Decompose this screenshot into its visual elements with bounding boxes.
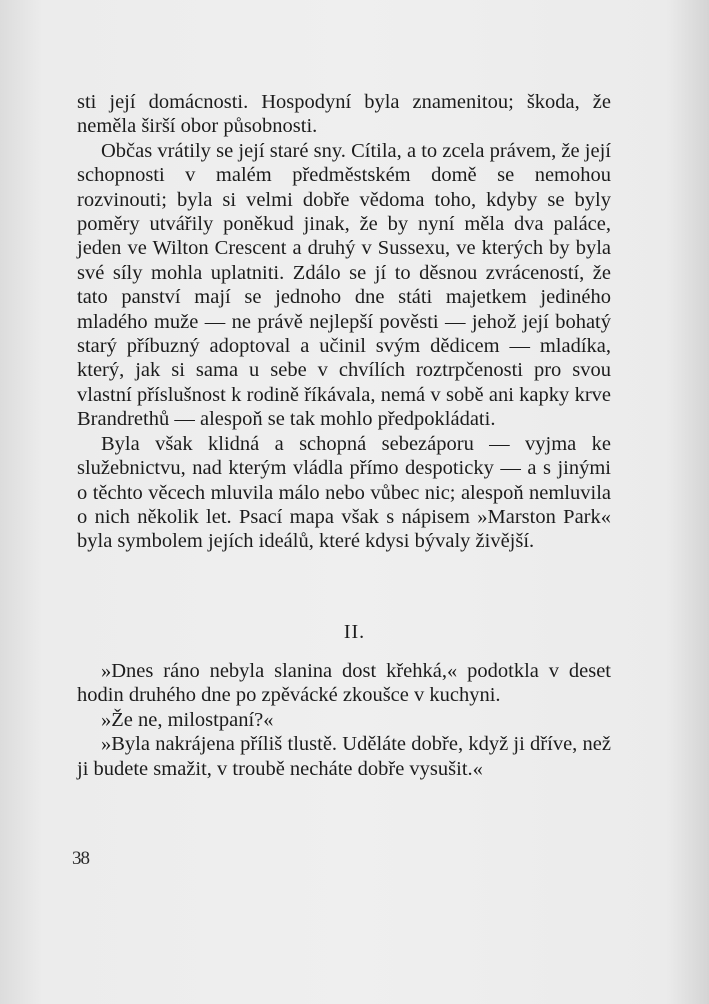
page-number: 38 (72, 848, 89, 869)
body-text-section-1 (77, 90, 611, 554)
paragraph-self-denial: Byla však klidná a schopná sebezáporu — vyjma ke služebnictvu, nad kterým vládla přímo despoticky — a s jinými o těchto věcech mluvila málo nebo vůbec nic; alespoň nemluvila o nich několik let. Psací mapa však s nápisem »Marston Park« byla symbolem jejích ideálů, které kdysi bývaly živější. (77, 432, 611, 553)
paragraph-dreams: Občas vrátily se její staré sny. Cítila, a to zcela právem, že její schopnosti v malém předměstském domě se nemohou rozvinouti; byla si velmi dobře vědoma toho, kdyby se byly poměry utvářily poněkud jinak, že by nyní měla dva paláce, jeden ve Wilton Crescent a druhý v Sussexu, ve kterých by byla své síly mohla uplatniti. Zdálo se jí to děsnou zvráceností, že tato panství mají se jednoho dne státi majetkem jediného mladého muže — ne právě nejlepší pověsti — jehož její bohatý starý příbuzný adoptoval a učinil svým dědicem — mladíka, který, jak si sama u sebe v chvílích roztrpčenosti pro svou vlastní příslušnost k rodině říkávala, nemá v sobě ani kapky krve Brandrethů — alespoň se tak mohlo předpokládati. (77, 139, 611, 431)
paragraph-continuation: sti její domácnosti. Hospodyní byla znamenitou; škoda, že neměla širší obor působnosti. (77, 91, 611, 138)
paragraph-dialogue-reply: »Že ne, milostpaní?« (101, 708, 274, 731)
section-heading: II. (343, 621, 366, 643)
body-text-section-2 (77, 659, 611, 781)
paragraph-dialogue-bacon: »Dnes ráno nebyla slanina dost křehká,« podotkla v deset hodin druhého dne po zpěvácké zkoušce v kuchyni. (77, 660, 611, 707)
paragraph-dialogue-instruction: »Byla nakrájena příliš tlustě. Uděláte dobře, když ji dříve, než ji budete smažit, v troubě necháte dobře vysušit.« (77, 733, 611, 780)
